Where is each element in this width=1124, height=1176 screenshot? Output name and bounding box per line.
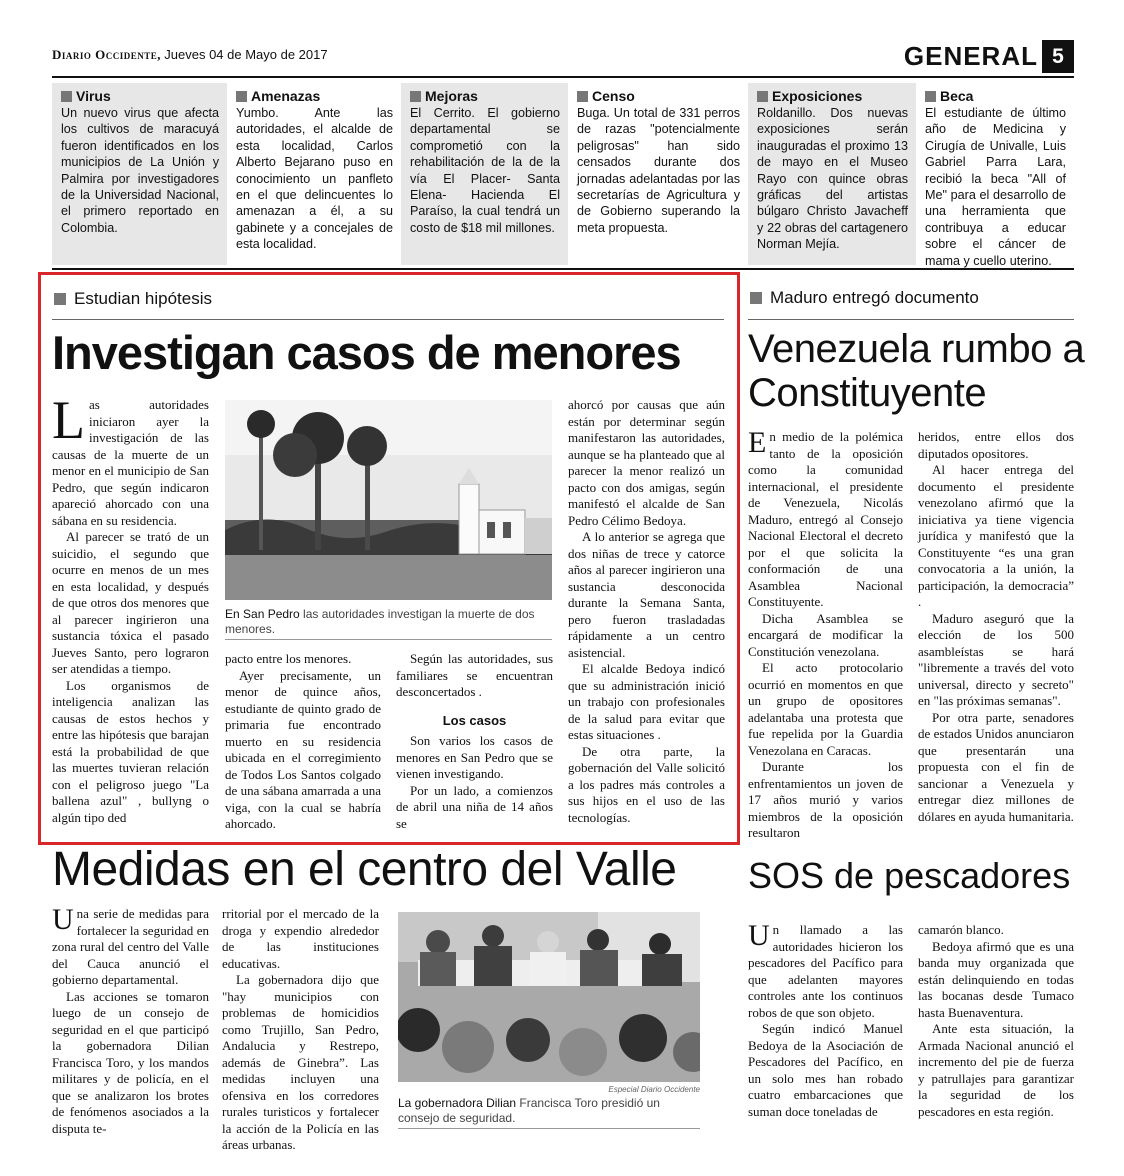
venezuela-kicker-text: Maduro entregó documento [770,288,979,307]
venezuela-column-1 [748,426,903,842]
paragraph [52,390,209,529]
brief-heading [925,88,1066,105]
brief-title: Censo [592,88,635,104]
brief-virus [52,83,227,265]
section-title: GENERAL [903,41,1038,71]
brief-title: Mejoras [425,88,478,104]
valle-photo-caption [398,1096,700,1126]
drop-cap: E [748,426,767,459]
valle-column-1 [52,903,209,1137]
paragraph: De otra parte, la gobernación del Valle solicitó a los padres más controles a sus hijos en el uso de las tecnologías. [568,743,725,825]
paragraph: Son varios los casos de menores en San Pedro que se vienen investigando. [396,733,553,781]
san-pedro-photo [225,400,552,600]
issue-date: Jueves 04 de Mayo de 2017 [164,47,328,62]
paragraph: heridos, entre ellos dos diputados opositores. [918,429,1074,461]
drop-cap: L [52,390,85,450]
paragraph-text: n medio de la polémica tanto de la oposición como la comunidad internacional, el presidente de Venezuela, Nicolás Maduro, entregó al Consejo Nacional Electoral el decreto por el que solicita la conformación de una Asamblea Nacional Constituyente. [748,429,903,609]
main-kicker [54,289,212,309]
paragraph: pacto entre los menores. [225,651,352,666]
brief-title: Amenazas [251,88,321,104]
caption-lead: La gobernadora Dilian [398,1096,517,1110]
paragraph: Los organismos de inteligencia analizan las causas de estos hechos y entre las hipótesis que barajan está la probabilidad de que las muertes tuvieran relación con el peligroso juego "La ballena azul" , bullyng o algún tipo ded [52,677,209,825]
bullet-square-icon [236,91,247,102]
paragraph: Por otra parte, senadores de estados Unidos anunciaron que presentarán una propuesta con el fin de sancionar a Venezuela y entregar diez millones de dólares en ayuda humanitaria. [918,709,1074,824]
page-number: 5 [1042,40,1074,73]
masthead [52,47,328,63]
paragraph: Las acciones se tomaron luego de un consejo de seguridad en el que participó la gobernadora Dilian Francisca Toro, y los mandos militares y de policía, en el que se analizaron los brotes de fenómenos asociados a la disputa te- [52,988,209,1136]
caption-lead: En San Pedro [225,607,300,621]
photo-credit: Especial Diario Occidente [608,1085,700,1094]
paragraph: camarón blanco. [918,922,1004,937]
paragraph: Según las autoridades, sus familiares se encuentran desconcertados . [396,651,553,699]
bullet-square-icon [410,91,421,102]
briefs-rule [52,268,1074,270]
sos-headline: SOS de pescadores [748,855,1071,896]
meeting-image [398,912,700,1082]
church-plaza-image [225,400,552,600]
security-council-photo [398,912,700,1082]
brief-text: El Cerrito. El gobierno departamental se comprometió con la rehabilitación de la de la vía El Placer- Santa Elena- Hacienda El Paraíso, la cual tendrá un costo de $18 mil millones. [410,106,560,235]
paragraph [748,426,903,611]
bullet-square-icon [925,91,936,102]
paragraph [52,903,209,989]
brief-text: Yumbo. Ante las autoridades, el alcalde de esta localidad, Carlos Alberto Bejarano puso en conocimiento un panfleto en el que delincuentes lo amenazan a él, a su gabinete y a concejales de esta localidad. [236,106,393,252]
sos-column-1 [748,919,903,1120]
caption-rule [225,639,552,640]
brief-censo [568,83,748,265]
venezuela-kicker [750,288,979,308]
main-kicker-text: Estudian hipótesis [74,289,212,308]
valle-headline: Medidas en el centro del Valle [52,843,677,896]
caption-text: las autoridades investigan la muerte de dos menores. [225,607,535,636]
brief-exposiciones [748,83,916,265]
kicker-rule [52,319,724,320]
caption-rule [398,1128,700,1129]
brief-amenazas [227,83,401,265]
paragraph: La gobernadora dijo que "hay municipios con problemas de homicidios como Trujillo, San Pedro, Andalucia y Restrepo, además de Ginebra”. Las medidas incluyen una ofensiva en los corredores rurales turisticos y fortalecer la acción de la Policía en las áreas urbanas. [222,972,379,1152]
paragraph: El alcalde Bedoya indicó que su administración inició un trabajo con profesionales de la salud para evitar que estas situaciones . [568,661,725,742]
paragraph: A lo anterior se agrega que dos niñas de trece y catorce años al parecer ingirieron una sustancia desconocida durante la Semana Santa, pero fueron trasladadas rápidamente a un centro asistencial. [568,529,725,660]
paragraph: Según indicó Manuel Bedoya de la Asociación de Pescadores del Pacífico, en un solo mes han robado cuatro embarcaciones que suman doce toneladas de [748,1021,903,1119]
briefs-strip [52,83,1074,268]
header-rule [52,76,1074,78]
paragraph: rritorial por el mercado de la droga y expendio alrededor de las instituciones educativas. [222,906,379,971]
venezuela-headline: Venezuela rumbo a Constituyente [748,327,1085,415]
bullet-square-icon [757,91,768,102]
brief-title: Exposiciones [772,88,863,104]
paragraph: ahorcó por causas que aún están por determinar según manifestaron las autoridades, aunque se ha planteado que al parecer la menor realizó un pacto con dos amigas, según manifestó el alcalde de San Pedro Célimo Bedoya. [568,397,725,528]
drop-cap: U [748,919,770,952]
paragraph: Maduro aseguró que la elección de los 500 asambleístas se hará "libremente a través del voto universal, directo y secreto" en "las próximas semanas". [918,610,1074,708]
subhead-los-casos: Los casos [442,712,507,728]
main-column-3 [396,651,553,832]
brief-text: Buga. Un total de 331 perros de razas "potencialmente peligrosas" han sido censados durante dos jornadas adelantadas por las secretarías de Agricultura y de Gobierno superando la meta propuesta. [577,106,740,235]
paragraph: El acto protocolario ocurrió en momentos en que un grupo de opositores adelantaba una protesta que fue repelida por la Guardia Venezolana en Caracas. [748,660,903,758]
brief-beca [916,83,1074,268]
brief-heading [236,88,393,105]
bullet-square-icon [61,91,72,102]
brief-title: Virus [76,88,111,104]
brief-title: Beca [940,88,974,104]
main-headline: Investigan casos de menores [52,326,681,379]
paragraph-text: na serie de medidas para fortalecer la seguridad en zona rural del centro del Valle del Cauca anunció el gobierno departamental. [52,906,209,987]
brief-heading [61,88,219,105]
brief-text: El estudiante de último año de Medicina y Cirugía de Univalle, Luis Gabriel Parra Lara, recibió la beca "All of Me" para el desarrollo de una herramienta que contribuya a educar sobre el cáncer de mama y cuello uterino. [925,106,1066,268]
bullet-square-icon [750,292,762,304]
main-column-1 [52,390,209,826]
bullet-square-icon [54,293,66,305]
paragraph: Bedoya afirmó que es una banda muy organizada que están delinquiendo en todas las bocanas desde Tumaco hasta Buenaventura. [918,938,1074,1020]
brief-text: Un nuevo virus que afecta los cultivos de maracuyá fueron identificados en los municipios de La Unión y Palmira por investigadores de la Universidad Nacional, el primero reportado en Colombia. [61,106,219,235]
brief-text: Roldanillo. Dos nuevas exposiciones serán inauguradas el proximo 13 de mayo en el Museo Rayo con quince obras gráficas del artistas búlgaro Christo Javacheff y 22 obras del cartagenero Norman Mejía. [757,106,908,252]
paragraph: Por un lado, a comienzos de abril una niña de 14 años se [396,782,553,831]
main-photo-caption [225,607,552,637]
paragraph-text: n llamado a las autoridades hicieron los pescadores del Pacífico para que adelanten mayores controles ante los continuos robos de que son objeto. [748,922,903,1020]
paragraph: Ante esta situación, la Armada Nacional anunció el incremento del pie de fuerza y patrullajes para garantizar la seguridad de los pescadores en esta región. [918,1021,1074,1119]
kicker-rule [748,319,1074,320]
drop-cap: U [52,903,74,936]
paragraph: Ayer precisamente, un menor de quince años, estudiante de quinto grado de primaria fue encontrado muerto en su residencia ubicada en el corregimiento de Todos Los Santos colgado de una sábana amarrada a una viga, con la cual se habría ahorcado. [225,667,381,831]
bullet-square-icon [577,91,588,102]
valle-column-2 [222,906,379,1154]
paragraph: Durante los enfrentamientos un joven de 17 años murió y varios miembros de la oposición resultaron [748,759,903,840]
venezuela-column-2 [918,429,1074,825]
brief-heading [410,88,560,105]
paragraph: Dicha Asamblea se encargará de modificar la Constitución venezolana. [748,610,903,659]
brief-heading [757,88,908,105]
brief-mejoras [401,83,568,265]
newspaper-name: Diario Occidente, [52,47,162,62]
sos-column-2 [918,922,1074,1120]
main-column-4 [568,397,725,826]
paragraph: Al hacer entrega del documento el presidente venezolano afirmó que la iniciativa ya tiene vigencia jurídica y manifestó que la Constituyente “es una gran convocatoria a la unión, la participación, la democracia” . [918,462,1074,609]
main-column-2 [225,651,381,833]
paragraph-text: as autoridades iniciaron ayer la investigación de las causas de la muerte de un menor en el municipio de San Pedro, que según indicaron apareció ahorcado con una sábana en su residencia. [52,397,209,528]
caption-text: Francisca Toro presidió un consejo de seguridad. [398,1096,660,1125]
brief-heading [577,88,740,105]
paragraph [748,919,903,1021]
paragraph: Al parecer se trató de un suicidio, el segundo que ocurre en menos de un mes en esta localidad, y después de que otros dos menores que al parecer ingirieron una sustancia tóxica el pasado Jueves Santo, pero lograron ser atendidas a tiempo. [52,529,209,676]
